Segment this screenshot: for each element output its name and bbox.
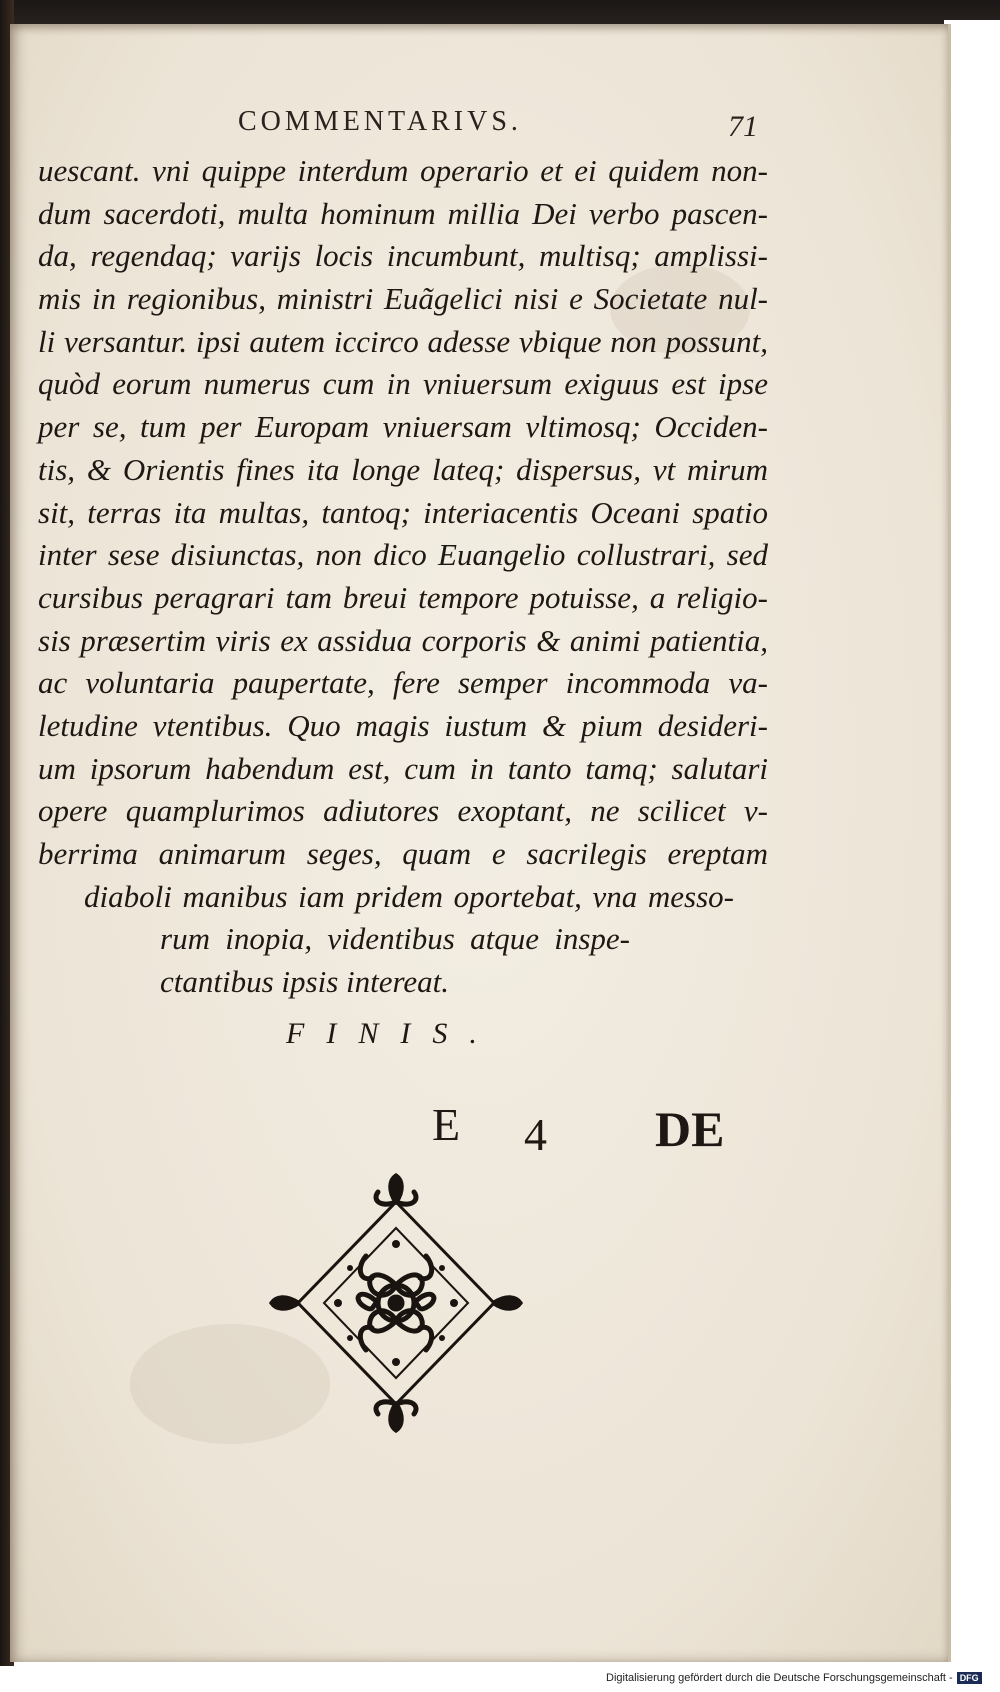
text-line: sis præsertim viris ex assidua corporis & animi patientia, [38, 622, 768, 658]
digitization-credit [606, 1672, 982, 1684]
fleuron-ornament-icon [268, 1172, 524, 1434]
body-text [38, 150, 768, 1004]
text-line: mis in regionibus, ministri Euãgelici nisi e Societate nul- [38, 281, 768, 317]
text-line: li versantur. ipsi autem iccirco adesse vbique non possunt, [38, 323, 768, 359]
text-line: tis, & Orientis fines ita longe lateq; dispersus, vt mirum [38, 451, 768, 487]
text-line: opere quamplurimos adiutores exoptant, ne scilicet v- [38, 793, 768, 829]
text-line: um ipsorum habendum est, cum in tanto tamq; salutari [38, 750, 768, 786]
text-line: letudine vtentibus. Quo magis iustum & pium desideri- [38, 707, 768, 743]
catchword: DE [655, 1101, 725, 1157]
page-number: 71 [728, 110, 758, 143]
text-line: ac voluntaria paupertate, fere semper incommoda va- [38, 665, 768, 701]
text-line: rum inopia, videntibus atque inspe- [160, 921, 630, 957]
text-line: sit, terras ita multas, tantoq; interiacentis Oceani spatio [38, 494, 768, 530]
text-line: inter sese disiunctas, non dico Euangelio collustrari, sed [38, 537, 768, 573]
text-line: dum sacerdoti, multa hominum millia Dei verbo pascen- [38, 195, 768, 231]
text-line: ctantibus ipsis intereat. [160, 964, 450, 1000]
text-line: quòd eorum numerus cum in vniuersum exiguus est ipse [38, 366, 768, 402]
running-head: COMMENTARIVS. [238, 106, 522, 137]
dfg-logo-icon: DFG [957, 1672, 982, 1684]
signature-mark: E [432, 1099, 461, 1150]
signature-number: 4 [524, 1109, 547, 1160]
text-line: berrima animarum seges, quam e sacrilegis ereptam [38, 836, 768, 871]
finis-label: FINIS. [286, 1017, 499, 1050]
text-line: per se, tum per Europam vniuersam vltimosq; Occiden- [38, 409, 768, 445]
scan-margin-right [944, 20, 1000, 1666]
text-line: diaboli manibus iam pridem oportebat, vna messo- [84, 878, 734, 914]
text-line: cursibus peragrari tam breui tempore potuisse, a religio- [38, 579, 768, 615]
footer-text: Digitalisierung gefördert durch die Deutsche Forschungsgemeinschaft - [606, 1672, 953, 1684]
text-line: da, regendaq; varijs locis incumbunt, multisq; amplissi- [38, 238, 768, 274]
text-line: uescant. vni quippe interdum operario et ei quidem non- [38, 153, 768, 188]
